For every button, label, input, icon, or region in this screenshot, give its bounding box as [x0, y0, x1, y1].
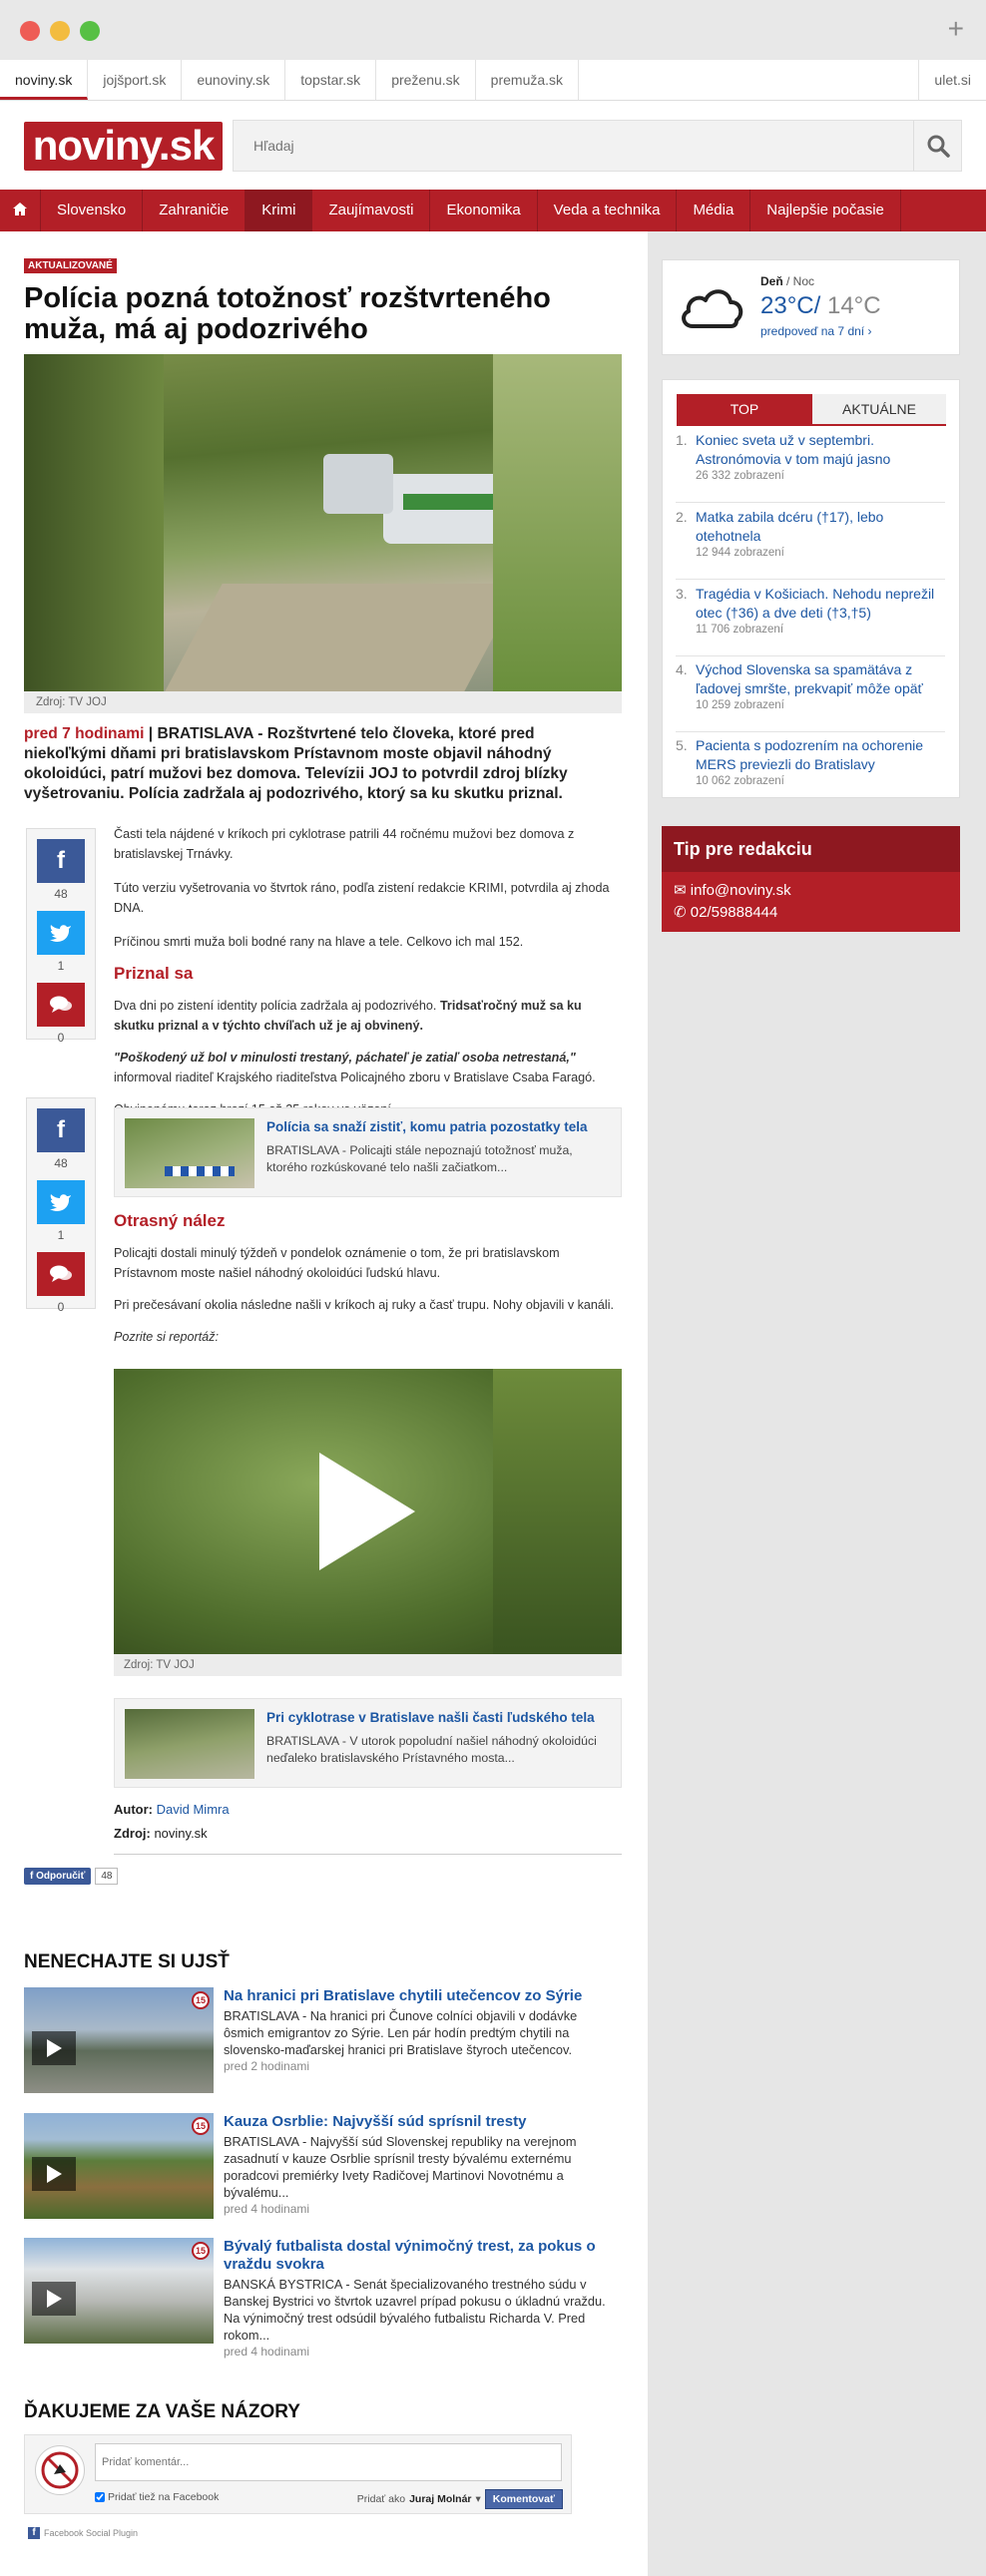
search-box — [233, 120, 962, 172]
video-play-icon[interactable] — [32, 2282, 76, 2316]
news-list-item[interactable] — [24, 2113, 618, 2223]
view-count: 10 259 zobrazení — [696, 699, 784, 711]
facebook-plugin — [28, 2527, 138, 2539]
video-player[interactable] — [114, 1369, 622, 1654]
updated-badge: AKTUALIZOVANÉ — [24, 258, 117, 273]
source-label: Zdroj: — [114, 1826, 151, 1841]
facebook-icon: f — [30, 1871, 34, 1882]
facebook-share-button[interactable] — [37, 1108, 85, 1152]
section-heading: Otrasný nález — [114, 1211, 226, 1230]
site-tab[interactable]: eunoviny.sk — [182, 60, 285, 100]
view-count: 11 706 zobrazení — [696, 624, 784, 636]
forecast-link[interactable]: predpoveď na 7 dní › — [760, 324, 872, 338]
facebook-icon: f — [57, 1116, 65, 1143]
share-bar — [26, 1097, 96, 1314]
top-article-title[interactable]: Tragédia v Košiciach. Nehodu neprežil otec (†36) a dve deti (†3,†5) — [696, 586, 935, 621]
news-snippet: BRATISLAVA - Na hranici pri Čunove colníci objavili v dodávke ôsmich emigrantov zo Sýrie. Len pár hodín predtým chytili na slovensko-maďarskej hranici pri Bratislave štyroch utečencov. — [224, 2008, 578, 2057]
facebook-plugin-label[interactable]: Facebook Social Plugin — [44, 2528, 139, 2538]
tip-email[interactable]: info@noviny.sk — [690, 882, 791, 899]
nav-item-active[interactable]: Krimi — [246, 190, 312, 231]
related-title[interactable]: Polícia sa snaží zistiť, komu patria pozostatky tela — [266, 1119, 588, 1134]
comment-input[interactable] — [95, 2443, 562, 2481]
paragraph-text: Dva dni po zistení identity polícia zadržala aj podozrivého. — [114, 999, 437, 1013]
news-thumbnail[interactable] — [24, 2238, 214, 2344]
twitter-share-button[interactable] — [37, 1180, 85, 1224]
quote-text: "Poškodený už bol v minulosti trestaný, páchateľ je zatiaľ osoba netrestaná," — [114, 1051, 576, 1065]
temp-separator: / — [813, 292, 821, 319]
paragraph: Policajti dostali minulý týždeň v pondelok oznámenie o tom, že pri bratislavskom Prístavnom moste našiel náhodný okoloidúci ľudskú hlavu. — [114, 1246, 560, 1280]
twitter-icon — [50, 1193, 72, 1211]
user-menu-icon[interactable]: ▾ — [475, 2493, 481, 2505]
article-lead — [24, 724, 618, 804]
source-value: noviny.sk — [154, 1826, 208, 1841]
tip-box — [662, 826, 960, 932]
site-tab[interactable]: preženu.sk — [376, 60, 475, 100]
weather-widget — [662, 259, 960, 355]
view-count: 26 332 zobrazení — [696, 470, 784, 482]
article-body-2 — [114, 1211, 618, 1347]
nav-item[interactable]: Média — [677, 190, 750, 231]
search-icon — [926, 134, 950, 158]
cloud-icon — [679, 282, 744, 332]
post-to-facebook-label: Pridať tiež na Facebook — [108, 2491, 220, 2503]
site-logo[interactable]: noviny.sk — [24, 122, 223, 171]
twitter-count: 1 — [57, 1228, 65, 1242]
more-heading: NENECHAJTE SI UJSŤ — [24, 1951, 230, 1972]
tip-title: Tip pre redakciu — [662, 826, 960, 872]
quote-attribution: informoval riaditeľ Krajského riaditeľstva Policajného zboru v Bratislave Csaba Faragó. — [114, 1071, 596, 1084]
main-nav — [0, 190, 986, 231]
paragraph-bold: Tridsaťročný muž sa ku skutku priznal a v týchto chvíľach už je aj obvinený. — [114, 999, 582, 1033]
site-tab[interactable]: premuža.sk — [476, 60, 579, 100]
top-article-item[interactable] — [676, 736, 945, 796]
nav-item[interactable]: Slovensko — [41, 190, 143, 231]
maximize-dot[interactable] — [80, 21, 100, 41]
news-snippet: BRATISLAVA - Najvyšší súd Slovenskej republiky na verejnom zasadnutí v kauze Osrblie sprísnil tresty bývalému externému poradcovi premiérky Ivety Radičovej Martinovi Novotnému a bývalému... — [224, 2134, 577, 2200]
age-rating-badge: 15 — [192, 2117, 210, 2135]
rank-number: 2. — [676, 509, 688, 525]
article-photo[interactable] — [24, 354, 622, 691]
weather-day-label: Deň — [760, 274, 783, 288]
submit-comment-button[interactable]: Komentovať — [485, 2489, 563, 2509]
video-play-icon[interactable] — [32, 2031, 76, 2065]
lead-text: | BRATISLAVA - Rozštvrtené telo človeka, ktoré pred niekoľkými dňami pri bratislavskom Prístavnom moste objavil náhodný okoloidúci, patrí mužovi bez domova. Televízii JOJ to potvrdil zdroj blízky vyšetrovaniu. Polícia zadržala aj podozrivého, ktorý sa ku skutku priznal. — [24, 725, 568, 802]
user-name[interactable]: Juraj Molnár — [409, 2493, 472, 2505]
video-play-icon[interactable] — [32, 2157, 76, 2191]
comments-heading: ĎAKUJEME ZA VAŠE NÁZORY — [24, 2401, 300, 2422]
tab-top[interactable]: TOP — [677, 394, 812, 424]
paragraph: Príčinou smrti muža boli bodné rany na hlave a tele. Celkovo ich mal 152. — [114, 935, 524, 949]
news-time: pred 4 hodinami — [224, 2345, 310, 2359]
comments-count: 0 — [57, 1300, 65, 1314]
day-temperature: 23°C — [760, 292, 814, 319]
related-thumbnail — [125, 1709, 254, 1779]
author-link[interactable]: David Mimra — [156, 1802, 230, 1817]
facebook-share-button[interactable] — [37, 839, 85, 883]
post-to-facebook-checkbox[interactable] — [95, 2492, 105, 2502]
fb-recommend — [24, 1868, 118, 1885]
section-heading: Priznal sa — [114, 964, 194, 983]
nav-item[interactable]: Najlepšie počasie — [750, 190, 901, 231]
twitter-share-button[interactable] — [37, 911, 85, 955]
publish-time: pred 7 hodinami — [24, 725, 145, 742]
comments-button[interactable] — [37, 983, 85, 1027]
nav-item[interactable]: Zahraničie — [143, 190, 246, 231]
top-article-item[interactable] — [676, 508, 945, 580]
site-tab[interactable]: ulet.si — [918, 60, 986, 100]
paragraph: Túto verziu vyšetrovania vo štvrtok ráno, podľa zistení redakcie KRIMI, potvrdila aj zhoda DNA. — [114, 881, 610, 915]
related-article[interactable] — [114, 1698, 622, 1788]
top-article-item[interactable] — [676, 660, 945, 732]
news-title[interactable]: Bývalý futbalista dostal výnimočný trest, za pokus o vraždu svokra — [224, 2238, 596, 2273]
rank-number: 3. — [676, 586, 688, 602]
news-title[interactable]: Na hranici pri Bratislave chytili utečencov zo Sýrie — [224, 1987, 583, 2004]
age-rating-badge: 15 — [192, 2242, 210, 2260]
quote-paragraph — [114, 1048, 618, 1087]
forecast-link-label: predpoveď na 7 dní — [760, 324, 865, 338]
site-tab[interactable]: jojšport.sk — [88, 60, 182, 100]
nav-item[interactable]: Veda a technika — [538, 190, 678, 231]
paragraph: Časti tela nájdené v kríkoch pri cyklotrase patrili 44 ročnému mužovi bez domova z bratislavskej Trnávky. — [114, 827, 575, 861]
search-input[interactable] — [234, 121, 912, 171]
comments-button[interactable] — [37, 1252, 85, 1296]
news-list-item[interactable] — [24, 1987, 618, 2097]
network-sites-bar — [0, 60, 986, 101]
news-time: pred 4 hodinami — [224, 2202, 310, 2216]
twitter-count: 1 — [57, 959, 65, 973]
nav-item[interactable]: Ekonomika — [430, 190, 537, 231]
home-icon[interactable] — [0, 190, 41, 231]
article-body — [114, 824, 618, 1119]
news-thumbnail[interactable] — [24, 1987, 214, 2093]
top-article-item[interactable] — [676, 431, 945, 503]
browser-chrome — [0, 0, 986, 60]
related-snippet: BRATISLAVA - Policajti stále nepoznajú totožnosť muža, ktorého rozkúskované telo našli začiatkom... — [266, 1143, 573, 1174]
twitter-icon — [50, 924, 72, 942]
photo-source: Zdroj: TV JOJ — [24, 691, 622, 713]
news-thumbnail[interactable] — [24, 2113, 214, 2219]
article-meta — [114, 1798, 230, 1846]
site-tab[interactable]: topstar.sk — [285, 60, 376, 100]
facebook-count: 48 — [54, 887, 68, 901]
related-thumbnail — [125, 1118, 254, 1188]
fb-recommend-label: Odporučiť — [36, 1871, 86, 1882]
nav-item[interactable]: Zaujímavosti — [312, 190, 430, 231]
top-article-title[interactable]: Koniec sveta už v septembri. Astronómovia v tom majú jasno — [696, 432, 891, 467]
top-article-title[interactable]: Východ Slovenska sa spamätáva z ľadovej smršte, prekvapiť môže opäť — [696, 661, 923, 696]
view-count: 10 062 zobrazení — [696, 775, 784, 787]
play-icon[interactable] — [311, 1449, 421, 1574]
news-time: pred 2 hodinami — [224, 2059, 310, 2073]
comment-box — [24, 2434, 572, 2514]
site-tab[interactable]: noviny.sk — [0, 60, 88, 100]
article-title: Polícia pozná totožnosť rozštvrteného muža, má aj podozrivého — [24, 282, 551, 345]
no-avatar-icon — [35, 2445, 85, 2495]
minimize-dot[interactable] — [50, 21, 70, 41]
paragraph — [114, 996, 618, 1036]
related-title[interactable]: Pri cyklotrase v Bratislave našli časti ľudského tela — [266, 1710, 595, 1725]
top-article-title[interactable]: Matka zabila dcéru (†17), lebo otehotnela — [696, 509, 884, 544]
tip-phone[interactable]: 02/59888444 — [690, 904, 778, 921]
rank-number: 5. — [676, 737, 688, 753]
video-source: Zdroj: TV JOJ — [114, 1654, 622, 1676]
new-tab-icon[interactable]: + — [947, 13, 964, 44]
news-title[interactable]: Kauza Osrblie: Najvyšší súd sprísnil tresty — [224, 2113, 527, 2130]
facebook-icon: f — [57, 847, 65, 874]
comments-icon — [49, 1264, 73, 1284]
share-bar — [26, 828, 96, 1045]
news-list-item[interactable] — [24, 2238, 618, 2359]
facebook-icon: f — [28, 2527, 40, 2539]
comments-count: 0 — [57, 1031, 65, 1045]
night-temperature: 14°C — [826, 292, 881, 319]
weather-night-label: / Noc — [786, 274, 815, 288]
tab-recent[interactable]: AKTUÁLNE — [812, 394, 946, 424]
paragraph: Pozrite si reportáž: — [114, 1330, 219, 1344]
phone-icon: ✆ — [674, 904, 687, 921]
top-article-item[interactable] — [676, 585, 945, 656]
rank-number: 1. — [676, 432, 688, 448]
fb-recommend-count: 48 — [95, 1868, 118, 1885]
author-label: Autor: — [114, 1802, 153, 1817]
close-dot[interactable] — [20, 21, 40, 41]
comments-icon — [49, 995, 73, 1015]
news-snippet: BANSKÁ BYSTRICA - Senát špecializovaného trestného súdu v Banskej Bystrici vo štvrtok uzavrel prípad pokusu o úkladnú vraždu. Na výnimočný trest odsúdil bývalého futbalistu Richarda V. Pred rokom... — [224, 2277, 606, 2343]
top-article-title[interactable]: Pacienta s podozrením na ochorenie MERS previezli do Bratislavy — [696, 737, 924, 772]
rank-number: 4. — [676, 661, 688, 677]
post-as-label: Pridať ako — [356, 2493, 406, 2505]
fb-recommend-button[interactable] — [24, 1868, 91, 1885]
email-icon: ✉ — [674, 882, 687, 899]
related-article[interactable] — [114, 1107, 622, 1197]
facebook-count: 48 — [54, 1156, 68, 1170]
related-snippet: BRATISLAVA - V utorok popoludní našiel náhodný okoloidúci neďaleko bratislavského Prístavného mosta... — [266, 1734, 597, 1765]
paragraph: Pri prečesávaní okolia následne našli v kríkoch aj ruky a časť trupu. Nohy objavili v kanáli. — [114, 1298, 615, 1312]
search-button[interactable] — [913, 121, 961, 171]
view-count: 12 944 zobrazení — [696, 547, 784, 559]
age-rating-badge: 15 — [192, 1991, 210, 2009]
